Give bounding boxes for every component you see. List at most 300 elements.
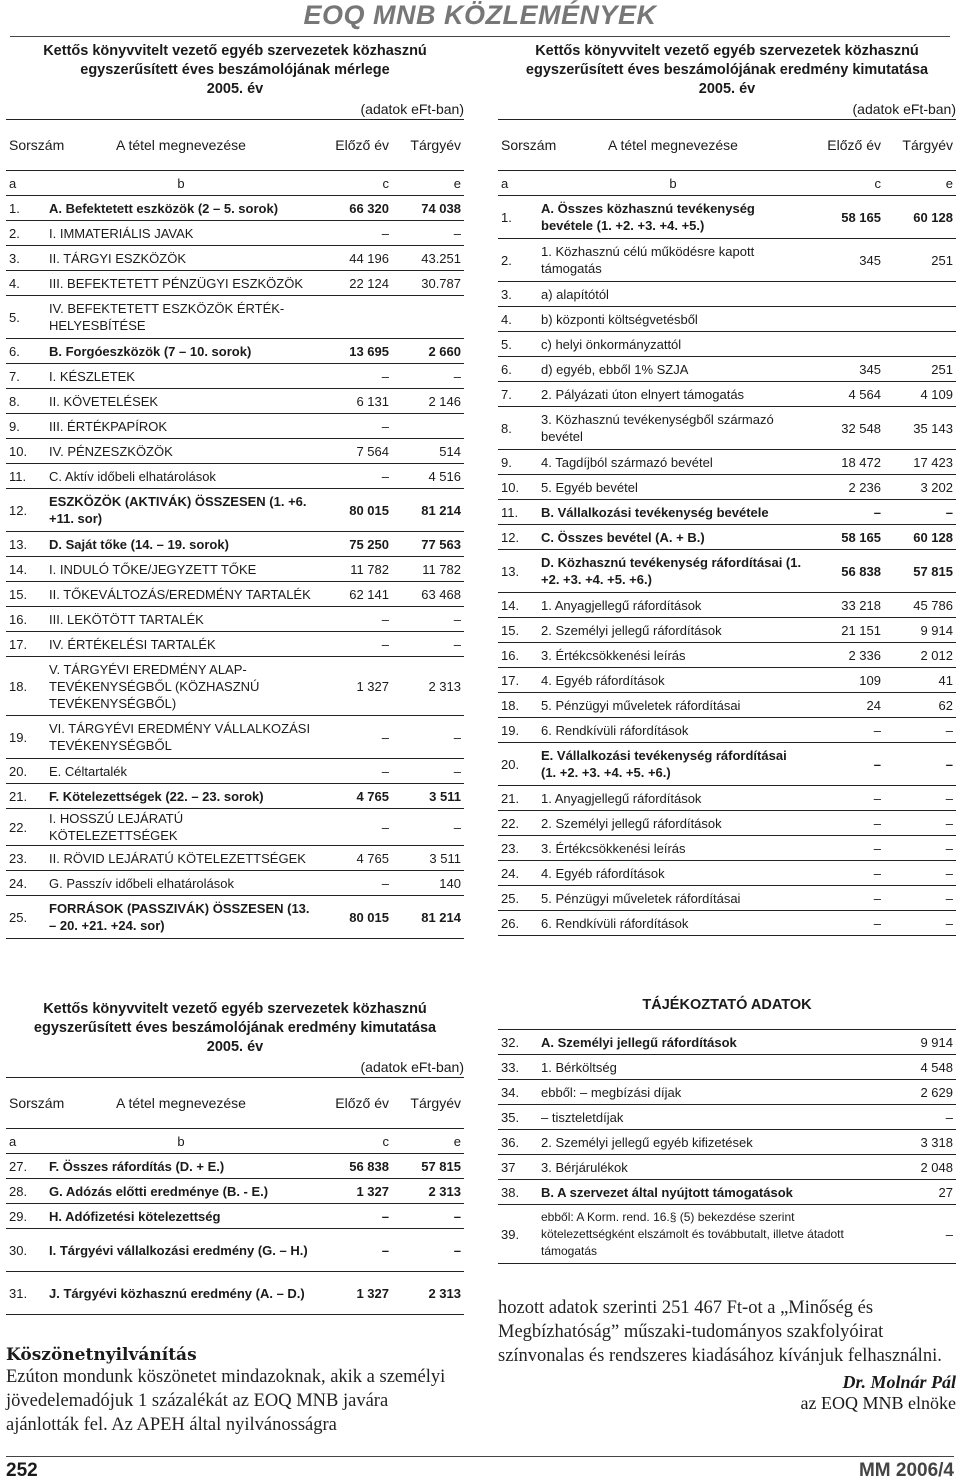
row-curr: 81 214: [392, 896, 464, 939]
row-curr: 2 313: [392, 1179, 464, 1204]
row-number: 23.: [6, 846, 46, 871]
abc-c: c: [316, 171, 392, 196]
row-curr: 45 786: [884, 593, 956, 618]
row-prev: –: [808, 718, 884, 743]
col-sorszam: Sorszám: [498, 120, 538, 171]
row-label: 5. Egyéb bevétel: [538, 475, 808, 500]
row-number: 23.: [498, 836, 538, 861]
row-curr: –: [392, 1204, 464, 1229]
row-label: III. ÉRTÉKPAPÍROK: [46, 414, 316, 439]
row-curr: 9 914: [884, 618, 956, 643]
row-label: 4. Egyéb ráfordítások: [538, 668, 808, 693]
table-row: [498, 1155, 956, 1180]
table-row: [498, 911, 956, 936]
row-label: II. KÖVETELÉSEK: [46, 389, 316, 414]
row-label: F. Összes ráfordítás (D. + E.): [46, 1154, 316, 1179]
row-number: 38.: [498, 1180, 538, 1205]
row-label: d) egyéb, ebből 1% SZJA: [538, 357, 808, 382]
table-row: [498, 239, 956, 282]
row-label: c) helyi önkormányzattól: [538, 332, 808, 357]
table-row: [498, 450, 956, 475]
table-row: [498, 693, 956, 718]
row-label: I. IMMATERIÁLIS JAVAK: [46, 221, 316, 246]
row-number: 37: [498, 1155, 538, 1180]
row-number: 12.: [498, 525, 538, 550]
table-row: [498, 407, 956, 450]
table-row: [6, 339, 464, 364]
row-prev: 1 327: [316, 657, 392, 716]
row-label: 1. Anyagjellegű ráfordítások: [538, 593, 808, 618]
acknowledgement-block: [6, 1345, 464, 1437]
row-label: IV. BEFEKTETETT ESZKÖZÖK ÉRTÉK-HELYESBÍTÉSE: [46, 296, 316, 339]
table-row: [498, 382, 956, 407]
table-row: [498, 1030, 956, 1055]
col-prev: Előző év: [808, 120, 884, 171]
table-row: [498, 1130, 956, 1155]
table-row: [6, 1204, 464, 1229]
balance-sheet-table: [6, 119, 464, 939]
row-number: 9.: [498, 450, 538, 475]
row-number: 13.: [6, 532, 46, 557]
row-prev: –: [808, 836, 884, 861]
acknowledgement-title: Köszönetnyilvánítás: [6, 1345, 197, 1365]
row-prev: 2 236: [808, 475, 884, 500]
row-prev: 7 564: [316, 439, 392, 464]
row-value: 9 914: [878, 1030, 956, 1055]
income1-title-line1: Kettős könyvvitelt vezető egyéb szervezetek közhasznú: [535, 43, 919, 59]
row-label: ebből: – megbízási díjak: [538, 1080, 878, 1105]
row-number: 21.: [6, 784, 46, 809]
row-prev: 345: [808, 239, 884, 282]
row-curr: 63 468: [392, 582, 464, 607]
table-row: [498, 618, 956, 643]
header-rule: [10, 36, 950, 37]
row-prev: 80 015: [316, 896, 392, 939]
income2-year: 2005. év: [206, 1039, 264, 1055]
abc-b: b: [538, 171, 808, 196]
row-prev: 58 165: [808, 196, 884, 239]
row-label: II. TŐKEVÁLTOZÁS/EREDMÉNY TARTALÉK: [46, 582, 316, 607]
row-prev: –: [316, 607, 392, 632]
row-prev: 66 320: [316, 196, 392, 221]
row-curr: 43.251: [392, 246, 464, 271]
row-curr: –: [884, 836, 956, 861]
table-row: [6, 784, 464, 809]
table-row: [6, 607, 464, 632]
page-number: 252: [6, 1460, 38, 1481]
row-number: 5.: [6, 296, 46, 339]
table-row: [498, 357, 956, 382]
row-label: A. Összes közhasznú tevékenység bevétele (1. +2. +3. +4. +5.): [538, 196, 808, 239]
balance-sheet-title: [6, 42, 464, 99]
row-number: 8.: [498, 407, 538, 450]
row-label: B. Vállalkozási tevékenység bevétele: [538, 500, 808, 525]
row-number: 21.: [498, 786, 538, 811]
table-row: [498, 786, 956, 811]
abc-e: e: [884, 171, 956, 196]
row-label: G. Passzív időbeli elhatárolások: [46, 871, 316, 896]
row-curr: –: [392, 364, 464, 389]
info-title: TÁJÉKOZTATÓ ADATOK: [642, 997, 812, 1013]
row-curr: –: [884, 500, 956, 525]
row-value: 2 048: [878, 1155, 956, 1180]
table-row: [498, 1180, 956, 1205]
table-row: [498, 861, 956, 886]
col-prev: Előző év: [316, 1078, 392, 1129]
table-row: [498, 525, 956, 550]
table-row: [498, 643, 956, 668]
row-value: 4 548: [878, 1055, 956, 1080]
income-statement-2-block: [6, 1000, 464, 1315]
row-curr: 17 423: [884, 450, 956, 475]
row-curr: 251: [884, 239, 956, 282]
row-number: 20.: [6, 759, 46, 784]
row-prev: –: [808, 911, 884, 936]
row-curr: –: [392, 759, 464, 784]
row-label: C. Összes bevétel (A. + B.): [538, 525, 808, 550]
table-row: [6, 582, 464, 607]
row-prev: –: [316, 464, 392, 489]
row-curr: –: [884, 743, 956, 786]
row-curr: 35 143: [884, 407, 956, 450]
row-prev: 345: [808, 357, 884, 382]
row-number: 14.: [498, 593, 538, 618]
income2-unit: (adatok eFt-ban): [360, 1059, 464, 1075]
row-curr: 41: [884, 668, 956, 693]
row-label: 1. Anyagjellegű ráfordítások: [538, 786, 808, 811]
col-sorszam: Sorszám: [6, 120, 46, 171]
row-curr: 62: [884, 693, 956, 718]
row-prev: 56 838: [808, 550, 884, 593]
row-curr: –: [392, 632, 464, 657]
row-prev: 4 765: [316, 846, 392, 871]
balance-sheet-block: [6, 42, 464, 939]
row-label: 2. Pályázati úton elnyert támogatás: [538, 382, 808, 407]
row-prev: 11 782: [316, 557, 392, 582]
row-label: ESZKÖZÖK (AKTIVÁK) ÖSSZESEN (1. +6. +11. sor): [46, 489, 316, 532]
article-continuation-block: [498, 1296, 956, 1414]
row-prev: 58 165: [808, 525, 884, 550]
row-label: C. Aktív időbeli elhatárolások: [46, 464, 316, 489]
table-row: [6, 1272, 464, 1315]
table-row: [498, 196, 956, 239]
row-label: 1. Bérköltség: [538, 1055, 878, 1080]
row-number: 17.: [6, 632, 46, 657]
row-label: ebből: A Korm. rend. 16.§ (5) bekezdése szerint kötelezettségként elszámolt és továbbutalt, illetve átadott támogatás: [538, 1205, 878, 1264]
balance-title-line1: Kettős könyvvitelt vezető egyéb szervezetek közhasznú: [43, 43, 427, 59]
abc-c: c: [316, 1129, 392, 1154]
row-number: 2.: [498, 239, 538, 282]
row-number: 6.: [498, 357, 538, 382]
row-number: 36.: [498, 1130, 538, 1155]
row-number: 13.: [498, 550, 538, 593]
row-curr: 11 782: [392, 557, 464, 582]
table-row: [6, 464, 464, 489]
row-number: 25.: [498, 886, 538, 911]
row-prev: –: [316, 632, 392, 657]
row-number: 14.: [6, 557, 46, 582]
row-prev: 80 015: [316, 489, 392, 532]
row-label: G. Adózás előtti eredménye (B. - E.): [46, 1179, 316, 1204]
row-label: E. Céltartalék: [46, 759, 316, 784]
table-row: [6, 632, 464, 657]
row-number: 22.: [6, 809, 46, 846]
row-curr: –: [884, 861, 956, 886]
signature-role: az EOQ MNB elnöke: [800, 1393, 956, 1413]
table-row: [6, 364, 464, 389]
acknowledgement-text: Ezúton mondunk köszönetet mindazoknak, akik a személyi jövedelemadójuk 1 százalékát az EOQ MNB javára ajánlották fel. Az APEH által nyilvánosságra: [6, 1367, 446, 1435]
row-curr: [884, 282, 956, 307]
table-row: [498, 332, 956, 357]
row-curr: 2 012: [884, 643, 956, 668]
table-row: [498, 307, 956, 332]
row-prev: –: [808, 743, 884, 786]
row-curr: –: [884, 911, 956, 936]
income1-title-line2: egyszerűsített éves beszámolójának eredmény kimutatása: [525, 62, 929, 78]
income2-title-line2: egyszerűsített éves beszámolójának eredmény kimutatása: [33, 1020, 437, 1036]
row-number: 28.: [6, 1179, 46, 1204]
row-number: 20.: [498, 743, 538, 786]
table-row: [6, 896, 464, 939]
row-number: 1.: [6, 196, 46, 221]
row-curr: 4 109: [884, 382, 956, 407]
row-number: 16.: [498, 643, 538, 668]
table-row: [498, 811, 956, 836]
row-label: I. HOSSZÚ LEJÁRATÚ KÖTELEZETTSÉGEK: [46, 809, 316, 846]
row-label: B. Forgóeszközök (7 – 10. sorok): [46, 339, 316, 364]
row-curr: 514: [392, 439, 464, 464]
row-curr: –: [392, 1229, 464, 1272]
row-number: 26.: [498, 911, 538, 936]
table-row: [6, 532, 464, 557]
row-number: 8.: [6, 389, 46, 414]
abc-e: e: [392, 1129, 464, 1154]
row-number: 27.: [6, 1154, 46, 1179]
table-row: [498, 1080, 956, 1105]
row-prev: –: [316, 1204, 392, 1229]
row-prev: 21 151: [808, 618, 884, 643]
row-number: 7.: [6, 364, 46, 389]
row-curr: 4 516: [392, 464, 464, 489]
row-prev: [808, 332, 884, 357]
row-label: H. Adófizetési kötelezettség: [46, 1204, 316, 1229]
row-curr: 74 038: [392, 196, 464, 221]
row-curr: 60 128: [884, 196, 956, 239]
row-prev: 1 327: [316, 1272, 392, 1315]
row-prev: 4 765: [316, 784, 392, 809]
row-prev: 109: [808, 668, 884, 693]
table-row: [6, 716, 464, 759]
balance-year: 2005. év: [206, 81, 264, 97]
row-curr: –: [884, 886, 956, 911]
table-row: [6, 439, 464, 464]
row-number: 11.: [498, 500, 538, 525]
table-row: [498, 836, 956, 861]
row-prev: 18 472: [808, 450, 884, 475]
row-number: 7.: [498, 382, 538, 407]
row-prev: 1 327: [316, 1179, 392, 1204]
row-number: 34.: [498, 1080, 538, 1105]
row-curr: –: [884, 786, 956, 811]
balance-title-line2: egyszerűsített éves beszámolójának mérlege: [80, 62, 390, 78]
row-curr: 57 815: [884, 550, 956, 593]
income2-title-line1: Kettős könyvvitelt vezető egyéb szervezetek közhasznú: [43, 1001, 427, 1017]
row-number: 1.: [498, 196, 538, 239]
row-label: IV. ÉRTÉKELÉSI TARTALÉK: [46, 632, 316, 657]
row-prev: –: [316, 1229, 392, 1272]
row-prev: –: [316, 364, 392, 389]
row-curr: 3 202: [884, 475, 956, 500]
row-number: 32.: [498, 1030, 538, 1055]
table-row: [6, 296, 464, 339]
row-label: 4. Egyéb ráfordítások: [538, 861, 808, 886]
table-row: [498, 1105, 956, 1130]
row-label: 1. Közhasznú célú működésre kapott támogatás: [538, 239, 808, 282]
row-label: 2. Személyi jellegű ráfordítások: [538, 618, 808, 643]
row-number: 18.: [498, 693, 538, 718]
row-label: 6. Rendkívüli ráfordítások: [538, 911, 808, 936]
col-name: A tétel megnevezése: [46, 120, 316, 171]
row-prev: 6 131: [316, 389, 392, 414]
row-curr: 2 146: [392, 389, 464, 414]
row-prev: [808, 307, 884, 332]
row-prev: 75 250: [316, 532, 392, 557]
row-curr: 81 214: [392, 489, 464, 532]
income-statement-1-block: [498, 42, 956, 936]
abc-e: e: [392, 171, 464, 196]
row-number: 15.: [6, 582, 46, 607]
table-row: [498, 1205, 956, 1264]
table-row: [6, 221, 464, 246]
table-row: [6, 871, 464, 896]
table-row: [6, 1154, 464, 1179]
row-prev: [316, 296, 392, 339]
info-data-block: [498, 996, 956, 1264]
row-label: A. Befektetett eszközök (2 – 5. sorok): [46, 196, 316, 221]
row-label: I. KÉSZLETEK: [46, 364, 316, 389]
row-curr: 2 313: [392, 657, 464, 716]
col-name: A tétel megnevezése: [46, 1078, 316, 1129]
row-label: 3. Bérjárulékok: [538, 1155, 878, 1180]
row-value: –: [878, 1205, 956, 1264]
row-prev: 2 336: [808, 643, 884, 668]
row-curr: 77 563: [392, 532, 464, 557]
row-label: b) központi költségvetésből: [538, 307, 808, 332]
row-label: I. INDULÓ TŐKE/JEGYZETT TŐKE: [46, 557, 316, 582]
col-prev: Előző év: [316, 120, 392, 171]
table-row: [498, 718, 956, 743]
table-row: [498, 886, 956, 911]
income-statement-2-table: [6, 1077, 464, 1315]
row-curr: 60 128: [884, 525, 956, 550]
row-label: E. Vállalkozási tevékenység ráfordításai (1. +2. +3. +4. +5. +6.): [538, 743, 808, 786]
row-prev: –: [808, 500, 884, 525]
row-number: 4.: [6, 271, 46, 296]
row-number: 18.: [6, 657, 46, 716]
row-number: 24.: [498, 861, 538, 886]
row-label: 5. Pénzügyi műveletek ráfordításai: [538, 693, 808, 718]
row-value: 27: [878, 1180, 956, 1205]
row-curr: –: [392, 716, 464, 759]
row-label: 4. Tagdíjból származó bevétel: [538, 450, 808, 475]
row-number: 11.: [6, 464, 46, 489]
row-label: 3. Értékcsökkenési leírás: [538, 836, 808, 861]
row-label: 2. Személyi jellegű ráfordítások: [538, 811, 808, 836]
row-number: 24.: [6, 871, 46, 896]
row-number: 30.: [6, 1229, 46, 1272]
row-label: 6. Rendkívüli ráfordítások: [538, 718, 808, 743]
row-curr: 140: [392, 871, 464, 896]
row-prev: 4 564: [808, 382, 884, 407]
row-curr: [392, 296, 464, 339]
col-curr: Tárgyév: [392, 120, 464, 171]
row-label: III. LEKÖTÖTT TARTALÉK: [46, 607, 316, 632]
row-curr: –: [392, 607, 464, 632]
table-row: [6, 246, 464, 271]
row-number: 22.: [498, 811, 538, 836]
row-prev: 62 141: [316, 582, 392, 607]
row-value: –: [878, 1105, 956, 1130]
table-row: [498, 668, 956, 693]
table-row: [498, 500, 956, 525]
row-number: 6.: [6, 339, 46, 364]
row-label: I. Tárgyévi vállalkozási eredmény (G. – H.): [46, 1229, 316, 1272]
row-number: 25.: [6, 896, 46, 939]
abc-a: a: [6, 171, 46, 196]
row-label: F. Kötelezettségek (22. – 23. sorok): [46, 784, 316, 809]
table-row: [498, 282, 956, 307]
table-row: [6, 271, 464, 296]
row-curr: [392, 414, 464, 439]
table-row: [6, 196, 464, 221]
row-label: A. Személyi jellegű ráfordítások: [538, 1030, 878, 1055]
row-number: 12.: [6, 489, 46, 532]
row-prev: [808, 282, 884, 307]
row-curr: 30.787: [392, 271, 464, 296]
col-name: A tétel megnevezése: [538, 120, 808, 171]
footer-rule: [6, 1456, 954, 1457]
info-data-table: [498, 1029, 956, 1264]
row-label: D. Közhasznú tevékenység ráfordításai (1. +2. +3. +4. +5. +6.): [538, 550, 808, 593]
row-label: – tiszteletdíjak: [538, 1105, 878, 1130]
row-number: 19.: [498, 718, 538, 743]
row-prev: 13 695: [316, 339, 392, 364]
row-curr: 3 511: [392, 846, 464, 871]
income1-title: [498, 42, 956, 99]
balance-unit: (adatok eFt-ban): [360, 101, 464, 117]
row-label: J. Tárgyévi közhasznú eredmény (A. – D.): [46, 1272, 316, 1315]
row-value: 2 629: [878, 1080, 956, 1105]
row-label: 3. Közhasznú tevékenységből származó bevétel: [538, 407, 808, 450]
row-label: III. BEFEKTETETT PÉNZÜGYI ESZKÖZÖK: [46, 271, 316, 296]
row-prev: –: [316, 871, 392, 896]
row-value: 3 318: [878, 1130, 956, 1155]
col-curr: Tárgyév: [884, 120, 956, 171]
abc-a: a: [498, 171, 538, 196]
row-number: 2.: [6, 221, 46, 246]
row-label: a) alapítótól: [538, 282, 808, 307]
row-label: VI. TÁRGYÉVI EREDMÉNY VÁLLALKOZÁSI TEVÉKENYSÉGBŐL: [46, 716, 316, 759]
row-label: II. RÖVID LEJÁRATÚ KÖTELEZETTSÉGEK: [46, 846, 316, 871]
row-number: 3.: [6, 246, 46, 271]
row-label: 3. Értékcsökkenési leírás: [538, 643, 808, 668]
row-prev: –: [316, 716, 392, 759]
table-row: [6, 557, 464, 582]
col-curr: Tárgyév: [392, 1078, 464, 1129]
row-prev: 32 548: [808, 407, 884, 450]
table-row: [498, 1055, 956, 1080]
income1-year: 2005. év: [698, 81, 756, 97]
